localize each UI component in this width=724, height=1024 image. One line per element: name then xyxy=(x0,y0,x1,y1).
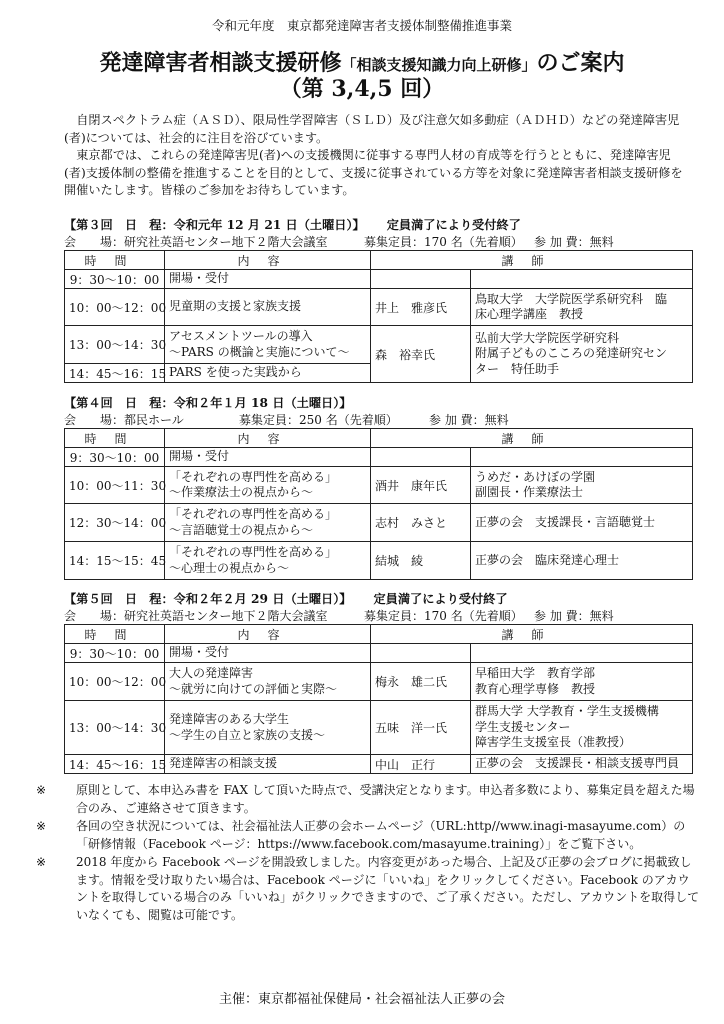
table-row xyxy=(65,326,693,364)
note-text: 原則として、本申込み書を FAX して頂いた時点で、受講決定となります。申込者多数により、募集定員を超えた場合のみ、ご連絡させて頂きます。 xyxy=(76,783,695,815)
content-cell: 開場・受付 xyxy=(165,270,371,289)
note-item xyxy=(36,818,700,853)
table-row xyxy=(65,542,693,580)
table-header-row xyxy=(65,429,693,448)
time-cell: 10：00～12：00 xyxy=(65,663,165,701)
content-cell: 児童期の支援と家族支援 xyxy=(165,289,371,326)
session-4-schedule-table xyxy=(64,428,693,580)
title-sub: 「相談支援知識力向上研修」 xyxy=(341,56,537,74)
session-status: 定員満了により受付終了 xyxy=(386,218,521,232)
table-header-row xyxy=(65,251,693,270)
time-cell: 10：00～12：00 xyxy=(65,289,165,326)
content-line: ～学生の自立と家族の支援～ xyxy=(169,727,326,742)
notes-section xyxy=(36,782,700,925)
header-lecturer: 講師 xyxy=(371,429,693,448)
fee: 参 加 費：無料 xyxy=(534,609,614,623)
content-cell xyxy=(165,663,371,701)
affiliation-line: 附属子どものこころの発達研究セン xyxy=(475,346,668,361)
affiliation-line: 教育心理学専修 教授 xyxy=(475,681,596,696)
content-line: ～PARS の概論と実施について～ xyxy=(169,344,350,359)
note-item xyxy=(36,854,700,924)
session-5-venue-line xyxy=(64,607,704,624)
table-row xyxy=(65,755,693,774)
session-date: 【第３回 日 程：令和元年 12 月 21 日（土曜日）】 xyxy=(64,218,365,232)
header-lecturer: 講師 xyxy=(371,251,693,270)
session-status: 定員満了により受付終了 xyxy=(373,592,508,606)
organizer-footer: 主催：東京都福祉保健局・社会福祉法人正夢の会 xyxy=(218,992,505,1007)
table-row xyxy=(65,644,693,663)
header-lecturer: 講師 xyxy=(371,625,693,644)
session-date: 【第４回 日 程：令和２年１月 18 日（土曜日）】 xyxy=(64,396,352,410)
affiliation-line: 障害学生支援室長（准教授） xyxy=(475,735,632,750)
affiliation-cell xyxy=(471,467,693,504)
content-cell xyxy=(165,326,371,364)
affiliation-line: 副園長・作業療法士 xyxy=(475,485,584,499)
time-cell: 14：15～15：45 xyxy=(65,542,165,580)
time-cell: 10：00～11：30 xyxy=(65,467,165,504)
session-3-heading xyxy=(64,216,704,233)
table-row xyxy=(65,663,693,701)
session-5-heading xyxy=(64,590,704,607)
header-content: 内容 xyxy=(165,625,371,644)
time-cell: 14：45～16：15 xyxy=(65,755,165,774)
content-line: 「それぞれの専門性を高める」 xyxy=(169,507,338,521)
time-cell: 9：30～10：00 xyxy=(65,270,165,289)
header-time: 時間 xyxy=(65,625,165,644)
table-row xyxy=(65,701,693,755)
time-cell: 14：45～16：15 xyxy=(65,364,165,383)
affiliation-cell: 正夢の会 支援課長・言語聴覚士 xyxy=(471,504,693,542)
time-cell: 9：30～10：00 xyxy=(65,644,165,663)
lecturer-cell: 志村 みさと xyxy=(371,504,471,542)
venue: 会 場：研究社英語センター地下２階大会議室 xyxy=(64,235,328,249)
capacity: 募集定員：170 名（先着順） xyxy=(364,609,523,623)
header-content: 内容 xyxy=(165,251,371,270)
header-time: 時間 xyxy=(65,429,165,448)
lecturer-cell xyxy=(371,270,471,289)
lecturer-cell: 五味 洋一氏 xyxy=(371,701,471,755)
table-row xyxy=(65,467,693,504)
content-line: 「それぞれの専門性を高める」 xyxy=(169,469,338,484)
time-cell: 13：00～14：30 xyxy=(65,326,165,364)
affiliation-cell: 正夢の会 臨床発達心理士 xyxy=(471,542,693,580)
time-cell: 13：00～14：30 xyxy=(65,701,165,755)
content-cell xyxy=(165,542,371,580)
lecturer-cell: 酒井 康年氏 xyxy=(371,467,471,504)
content-line: ～言語聴覚士の視点から～ xyxy=(169,522,314,537)
content-cell xyxy=(165,504,371,542)
affiliation-cell xyxy=(471,289,693,326)
session-3-venue-line xyxy=(64,233,704,250)
content-line: ～作業療法士の視点から～ xyxy=(169,485,314,499)
table-row xyxy=(65,448,693,467)
affiliation-line: 群馬大学 大学教育・学生支援機構 xyxy=(475,704,659,719)
session-4-heading xyxy=(64,394,704,411)
content-line: ～心理士の視点から～ xyxy=(169,560,290,575)
note-mark: ※ xyxy=(36,855,47,869)
fiscal-year: 令和元年度 xyxy=(211,18,275,33)
note-text: 2018 年度から Facebook ページを開設致しました。内容変更があった場合、上記及び正夢の会ブログに掲載致します。情報を受け取りたい場合は、Facebook ページに「いいね」をクリックしてください。Facebook のアカウントを取得している場合のみ「いいね」がクリックできますので、ご了承ください。ただし、アカウントを取得していなくても、閲覧は可能です。 xyxy=(76,855,700,922)
affiliation-cell xyxy=(471,663,693,701)
lecturer-cell xyxy=(371,644,471,663)
content-line: 「それぞれの専門性を高める」 xyxy=(169,545,338,559)
affiliation-cell: 正夢の会 支援課長・相談支援専門員 xyxy=(471,755,693,774)
affiliation-line: 学生支援センター xyxy=(475,719,571,734)
project-name: 東京都発達障害者支援体制整備推進事業 xyxy=(287,18,513,33)
content-cell: PARS を使った実践から xyxy=(165,364,371,383)
lecturer-cell xyxy=(371,448,471,467)
fee: 参 加 費：無料 xyxy=(534,235,614,249)
affiliation-line: うめだ・あけぼの学園 xyxy=(475,469,596,484)
capacity: 募集定員：250 名（先着順） xyxy=(239,413,398,427)
affiliation-cell xyxy=(471,270,693,289)
capacity: 募集定員：170 名（先着順） xyxy=(364,235,523,249)
header-time: 時間 xyxy=(65,251,165,270)
content-cell: 開場・受付 xyxy=(165,644,371,663)
table-row xyxy=(65,270,693,289)
affiliation-line: 早稲田大学 教育学部 xyxy=(475,666,596,680)
lecturer-cell: 梅永 雄二氏 xyxy=(371,663,471,701)
content-line: 発達障害のある大学生 xyxy=(169,712,290,726)
note-text: 各回の空き状況については、社会福祉法人正夢の会ホームページ（URL:http//www.inagi-masayume.com）の「研修情報（Facebook ページ：https://www.facebook.com/masayume.training）」をご覧下さい。 xyxy=(76,819,686,851)
affiliation-cell xyxy=(471,448,693,467)
intro-text xyxy=(64,112,686,200)
note-item xyxy=(36,782,700,817)
table-row xyxy=(65,504,693,542)
content-line: 大人の発達障害 xyxy=(169,666,254,680)
title-main: 発達障害者相談支援研修 xyxy=(99,50,342,76)
venue: 会 場：都民ホール xyxy=(64,413,184,427)
content-cell xyxy=(165,701,371,755)
affiliation-line: ター 特任助手 xyxy=(475,361,560,376)
affiliation-cell xyxy=(471,326,693,383)
session-5-schedule-table xyxy=(64,624,693,774)
fee: 参 加 費：無料 xyxy=(429,413,509,427)
lecturer-cell: 結城 綾 xyxy=(371,542,471,580)
time-cell: 9：30～10：00 xyxy=(65,448,165,467)
content-cell: 開場・受付 xyxy=(165,448,371,467)
content-cell: 発達障害の相談支援 xyxy=(165,755,371,774)
affiliation-line: 床心理学講座 教授 xyxy=(475,307,584,321)
affiliation-line: 鳥取大学 大学院医学系研究科 臨 xyxy=(475,291,668,306)
page-title xyxy=(0,50,724,78)
affiliation-line: 弘前大学大学院医学研究科 xyxy=(475,330,620,345)
lecturer-cell: 井上 雅彦氏 xyxy=(371,289,471,326)
content-cell xyxy=(165,467,371,504)
header-line xyxy=(0,16,724,34)
content-line: アセスメントツールの導入 xyxy=(169,329,313,343)
session-date: 【第５回 日 程：令和２年２月 29 日（土曜日）】 xyxy=(64,592,352,606)
note-mark: ※ xyxy=(36,819,47,833)
session-4-venue-line xyxy=(64,411,704,428)
intro-paragraph: 東京都では、これらの発達障害児(者)への支援機関に従事する専門人材の育成等を行うとともに、発達障害児(者)支援体制の整備を推進することを目的として、支援に従事されている方等を対象に発達障害者相談支援研修を開催いたします。皆様のご参加をお待ちしています。 xyxy=(64,148,683,197)
venue: 会 場：研究社英語センター地下２階大会議室 xyxy=(64,609,328,623)
table-header-row xyxy=(65,625,693,644)
note-mark: ※ xyxy=(36,783,47,797)
title-suffix: のご案内 xyxy=(536,50,625,76)
affiliation-cell xyxy=(471,644,693,663)
lecturer-cell: 中山 正行 xyxy=(371,755,471,774)
time-cell: 12：30～14：00 xyxy=(65,504,165,542)
affiliation-cell xyxy=(471,701,693,755)
lecturer-cell: 森 裕幸氏 xyxy=(371,326,471,383)
table-row xyxy=(65,289,693,326)
intro-paragraph: 自閉スペクトラム症（ＡＳＤ）、限局性学習障害（ＳＬＤ）及び注意欠如多動症（ＡＤＨＤ）などの発達障害児(者)については、社会的に注目を浴びています。 xyxy=(64,113,680,145)
header-content: 内容 xyxy=(165,429,371,448)
session-3-schedule-table xyxy=(64,250,693,383)
content-line: ～就労に向けての評価と実際～ xyxy=(169,681,338,696)
title-session-numbers: （第 3,4,5 回） xyxy=(279,76,445,102)
